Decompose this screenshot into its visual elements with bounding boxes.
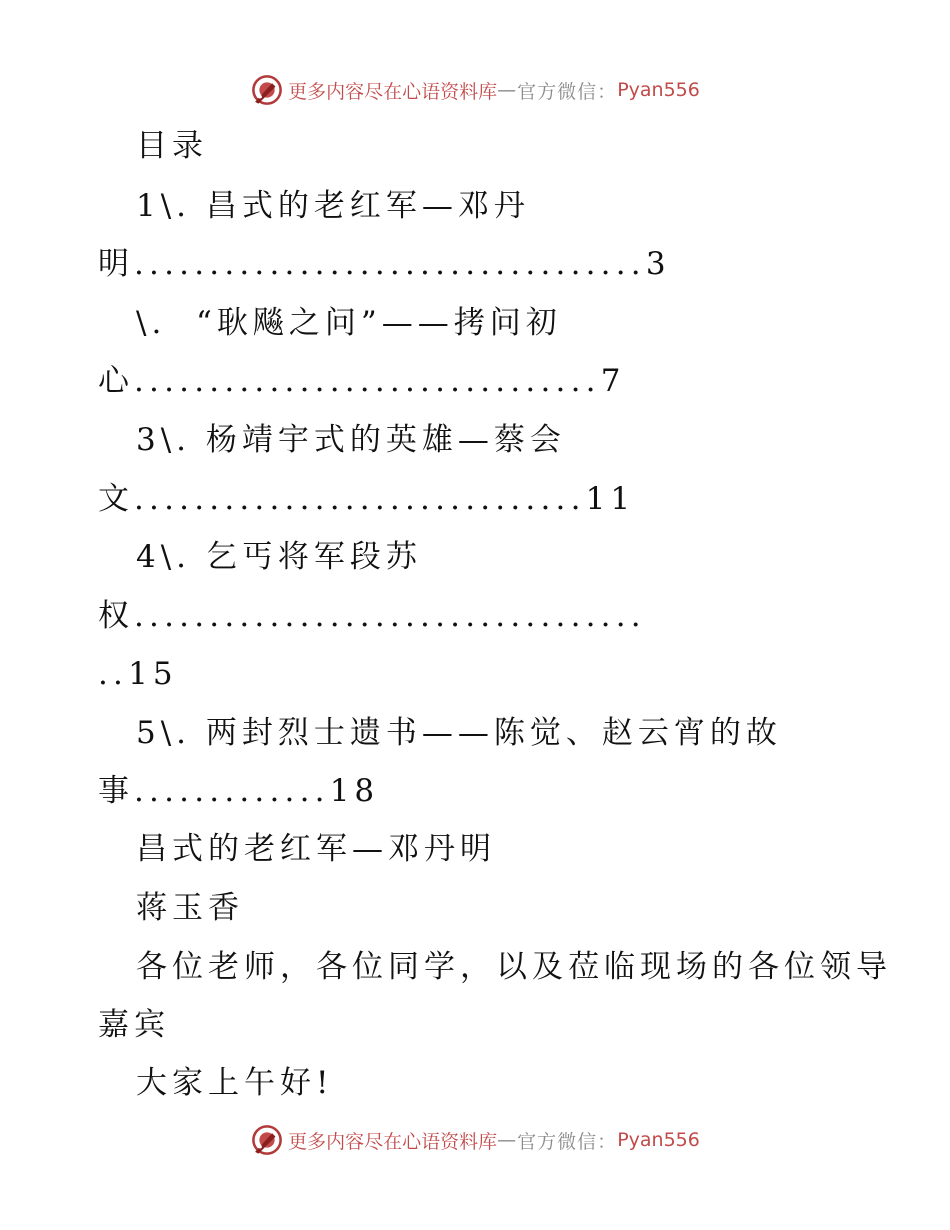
toc-leader-dots: ............. xyxy=(134,773,330,809)
toc-item-title: “耿飚之问”——拷问初 xyxy=(196,305,562,341)
toc-leader-dots: .............................. xyxy=(134,481,586,517)
toc-item-wrap: 事 xyxy=(98,773,134,809)
toc-item-wrap: 文 xyxy=(98,481,134,517)
toc-item-number: 3\. xyxy=(136,422,192,458)
greeting-line-2: 嘉宾 xyxy=(98,1007,170,1043)
toc-item-3[interactable] xyxy=(136,420,566,460)
toc-item-1[interactable] xyxy=(136,186,530,226)
pen-logo-icon xyxy=(250,1123,284,1157)
toc-item-number: 5\. xyxy=(136,715,192,751)
toc-item-4-continuation[interactable] xyxy=(98,596,646,636)
toc-page-number: 3 xyxy=(645,246,671,282)
toc-page-number: 7 xyxy=(600,363,626,399)
toc-item-3-continuation[interactable] xyxy=(98,479,635,519)
toc-item-title: 杨靖宇式的英雄—蔡会 xyxy=(205,422,566,458)
banner-wechat-id: Pyan556 xyxy=(617,1129,700,1151)
toc-heading: 目录 xyxy=(136,128,208,164)
banner-official-label: 官方微信： xyxy=(517,80,618,103)
toc-item-title: 两封烈士遗书——陈觉、赵云宵的故 xyxy=(205,715,782,751)
toc-leader-dots: .................................. xyxy=(134,598,646,634)
toc-item-2[interactable] xyxy=(136,303,562,343)
toc-leader-dots: .................................. xyxy=(134,246,646,282)
toc-item-number: \. xyxy=(136,305,167,341)
greeting-line-3: 大家上午好! xyxy=(136,1065,334,1101)
banner-site-name: 更多内容尽在心语资料库 xyxy=(288,80,498,103)
toc-leader-dots: ............................... xyxy=(134,363,601,399)
toc-item-title: 乞丐将军段苏 xyxy=(205,539,422,575)
toc-page-number: 15 xyxy=(128,656,178,692)
toc-item-title: 昌式的老红军—邓丹 xyxy=(205,188,530,224)
banner-dash: — xyxy=(497,1129,518,1151)
banner-wechat-id: Pyan556 xyxy=(617,79,700,101)
banner-official-label: 官方微信： xyxy=(517,1130,618,1153)
toc-page-number: 11 xyxy=(585,481,636,517)
toc-item-1-continuation[interactable] xyxy=(98,244,671,284)
toc-page-number: 18 xyxy=(329,773,380,809)
article-author: 蒋玉香 xyxy=(136,890,244,926)
toc-item-5-continuation[interactable] xyxy=(98,771,379,811)
toc-item-number: 4\. xyxy=(136,539,192,575)
toc-item-2-continuation[interactable] xyxy=(98,361,625,401)
toc-item-5[interactable] xyxy=(136,713,782,753)
greeting-line-1: 各位老师，各位同学，以及莅临现场的各位领导 xyxy=(136,949,892,985)
toc-item-wrap: 心 xyxy=(98,363,134,399)
toc-item-wrap: 明 xyxy=(98,246,134,282)
banner-dash: — xyxy=(497,79,518,101)
toc-item-wrap: 权 xyxy=(98,598,134,634)
pen-logo-icon xyxy=(250,73,284,107)
banner-site-name: 更多内容尽在心语资料库 xyxy=(288,1130,498,1153)
toc-leader-dots: .. xyxy=(98,656,129,692)
toc-item-number: 1\. xyxy=(136,188,192,224)
article-title: 昌式的老红军—邓丹明 xyxy=(136,831,496,867)
header-banner xyxy=(0,70,950,110)
toc-item-4-page-line[interactable] xyxy=(98,654,178,694)
toc-item-4[interactable] xyxy=(136,537,422,577)
footer-banner xyxy=(0,1120,950,1160)
